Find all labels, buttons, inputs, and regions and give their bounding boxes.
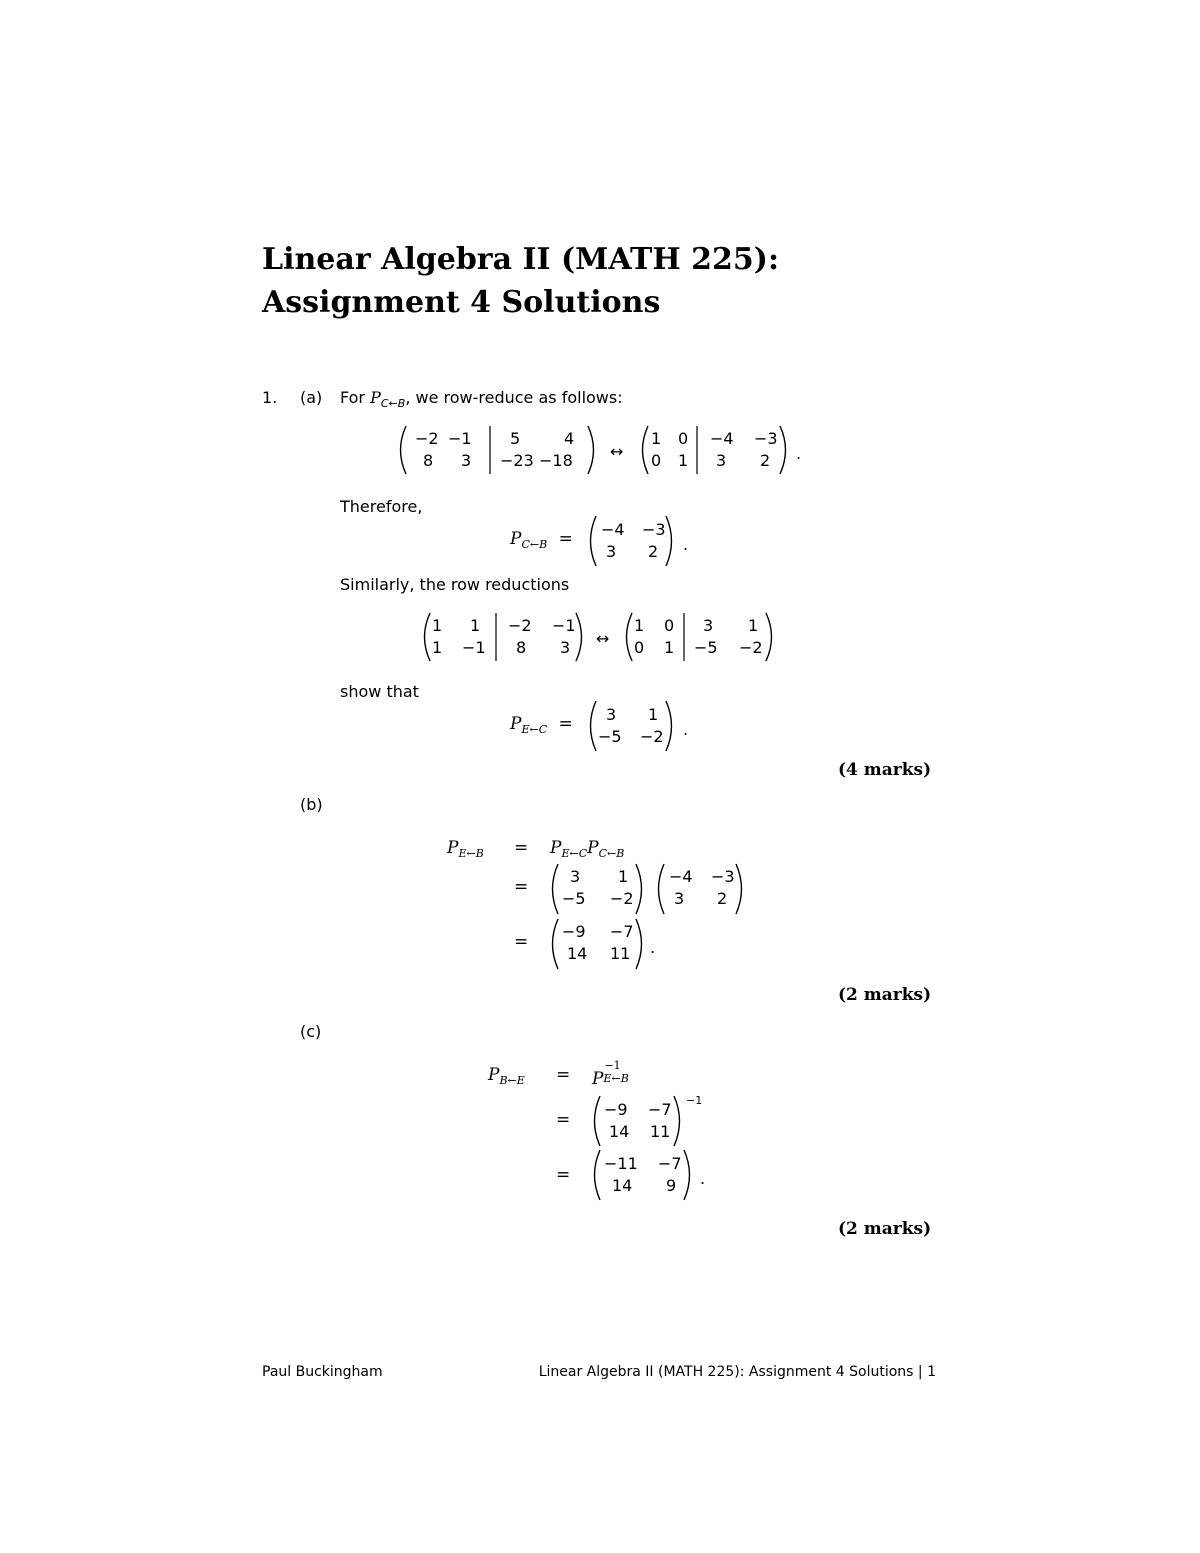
svg-text:−7: −7 (658, 1154, 682, 1173)
svg-text:0: 0 (634, 638, 645, 657)
svg-text:9: 9 (666, 1176, 677, 1195)
result1-matrix (584, 512, 694, 570)
m1r-r2c2: 1 (678, 451, 689, 470)
c-rhs-1: P −1 E←B (592, 1059, 629, 1089)
svg-text:11: 11 (610, 944, 631, 963)
arrow-1: ↔ (610, 442, 624, 461)
svg-text:2: 2 (717, 889, 728, 908)
marks-c: (2 marks) (838, 1219, 932, 1239)
m1l-r1c3: 5 (510, 429, 521, 448)
svg-text:−11: −11 (604, 1154, 638, 1173)
period-1: . (796, 444, 802, 463)
svg-text:.: . (683, 535, 689, 554)
part-c-label: (c) (300, 1022, 322, 1041)
show-that-text: show that (340, 682, 419, 701)
svg-text:−5: −5 (598, 727, 622, 746)
question-number: 1. (262, 388, 278, 407)
title-line-1: Linear Algebra II (MATH 225): (262, 242, 780, 277)
svg-text:−4: −4 (601, 520, 625, 539)
svg-text:−2: −2 (640, 727, 664, 746)
svg-text:1: 1 (432, 638, 443, 657)
b-rhs-1: $P_{E\leftarrow C}P_{C\leftarrow B}$ (550, 838, 625, 860)
svg-text:1: 1 (432, 616, 443, 635)
title-line-2: Assignment 4 Solutions (262, 285, 661, 320)
m1r-r1c4: −3 (754, 429, 778, 448)
svg-text:14: 14 (609, 1122, 630, 1141)
svg-text:1: 1 (664, 638, 675, 657)
m1l-r2c4: −18 (539, 451, 573, 470)
similarly-text: Similarly, the row reductions (340, 575, 570, 594)
svg-text:3: 3 (606, 705, 617, 724)
svg-text:.: . (683, 720, 689, 739)
b-lhs: $P_{E\leftarrow B}$ (447, 838, 484, 860)
m1r-r1c3: −4 (710, 429, 734, 448)
result1-lhs: $P_{C\leftarrow B}$ = (510, 529, 573, 551)
svg-text:1: 1 (634, 616, 645, 635)
footer-author: Paul Buckingham (262, 1364, 383, 1380)
svg-text:1: 1 (618, 867, 629, 886)
matrix1-right (643, 426, 786, 474)
row-reduction-1 (392, 420, 812, 480)
matrix2-right (627, 613, 772, 661)
svg-text:1: 1 (748, 616, 759, 635)
svg-text:2: 2 (648, 542, 659, 561)
svg-text:14: 14 (567, 944, 588, 963)
svg-text:−1: −1 (462, 638, 486, 657)
part-b-label: (b) (300, 795, 323, 814)
m1l-r1c2: −1 (448, 429, 472, 448)
svg-text:8: 8 (516, 638, 527, 657)
c-result-matrix (588, 1146, 718, 1204)
svg-text:−7: −7 (610, 922, 634, 941)
svg-text:.: . (700, 1169, 706, 1188)
m1l-r1c1: −2 (415, 429, 439, 448)
m1l-r2c1: 8 (423, 451, 434, 470)
matrix1-left (401, 426, 594, 474)
svg-text:11: 11 (650, 1122, 671, 1141)
c-eq-3: = (556, 1165, 571, 1185)
svg-text:−3: −3 (711, 867, 735, 886)
matrix2-left (425, 613, 582, 661)
m1r-r2c4: 2 (760, 451, 771, 470)
m1r-r1c1: 1 (651, 429, 662, 448)
part-a-intro: For $P_{C\leftarrow B}$, we row-reduce as follows: (340, 388, 623, 410)
c-lhs: $P_{B\leftarrow E}$ (488, 1065, 525, 1087)
b-result-matrix (546, 915, 666, 973)
svg-text:−3: −3 (642, 520, 666, 539)
svg-text:3: 3 (560, 638, 571, 657)
marks-b: (2 marks) (838, 985, 932, 1005)
m1l-r2c3: −23 (500, 451, 534, 470)
marks-a: (4 marks) (838, 760, 932, 780)
result2-lhs: $P_{E\leftarrow C}$ = (510, 714, 573, 736)
svg-text:1: 1 (648, 705, 659, 724)
c-eq-1: = (556, 1065, 571, 1085)
b-eq-1: = (514, 838, 529, 858)
c-eq-2: = (556, 1110, 571, 1130)
svg-text:−5: −5 (562, 889, 586, 908)
therefore-text: Therefore, (340, 497, 423, 516)
svg-text:3: 3 (674, 889, 685, 908)
b-product-matrices (546, 860, 756, 918)
m1l-r2c2: 3 (461, 451, 472, 470)
svg-text:0: 0 (664, 616, 675, 635)
b-eq-3: = (514, 932, 529, 952)
svg-text:−9: −9 (562, 922, 586, 941)
svg-text:−9: −9 (604, 1100, 628, 1119)
m1r-r2c3: 3 (716, 451, 727, 470)
svg-text:−5: −5 (694, 638, 718, 657)
c-inverse-matrix (588, 1090, 718, 1148)
svg-text:−4: −4 (669, 867, 693, 886)
svg-text:14: 14 (612, 1176, 633, 1195)
svg-text:↔: ↔ (596, 629, 610, 648)
footer-title: Linear Algebra II (MATH 225): Assignment 4 Solutions | 1 (538, 1364, 936, 1380)
svg-text:−2: −2 (508, 616, 532, 635)
svg-text:−7: −7 (648, 1100, 672, 1119)
svg-text:3: 3 (606, 542, 617, 561)
row-reduction-2 (416, 607, 796, 667)
svg-text:−1: −1 (686, 1094, 703, 1107)
svg-text:−1: −1 (552, 616, 576, 635)
result2-matrix (584, 697, 694, 755)
m1r-r1c2: 0 (678, 429, 689, 448)
svg-text:3: 3 (570, 867, 581, 886)
m1l-r1c4: 4 (564, 429, 575, 448)
svg-text:3: 3 (703, 616, 714, 635)
svg-text:.: . (650, 938, 656, 957)
svg-text:−2: −2 (610, 889, 634, 908)
part-a-label: (a) (300, 388, 323, 407)
svg-text:1: 1 (470, 616, 481, 635)
b-eq-2: = (514, 877, 529, 897)
svg-text:−2: −2 (739, 638, 763, 657)
m1r-r2c1: 0 (651, 451, 662, 470)
